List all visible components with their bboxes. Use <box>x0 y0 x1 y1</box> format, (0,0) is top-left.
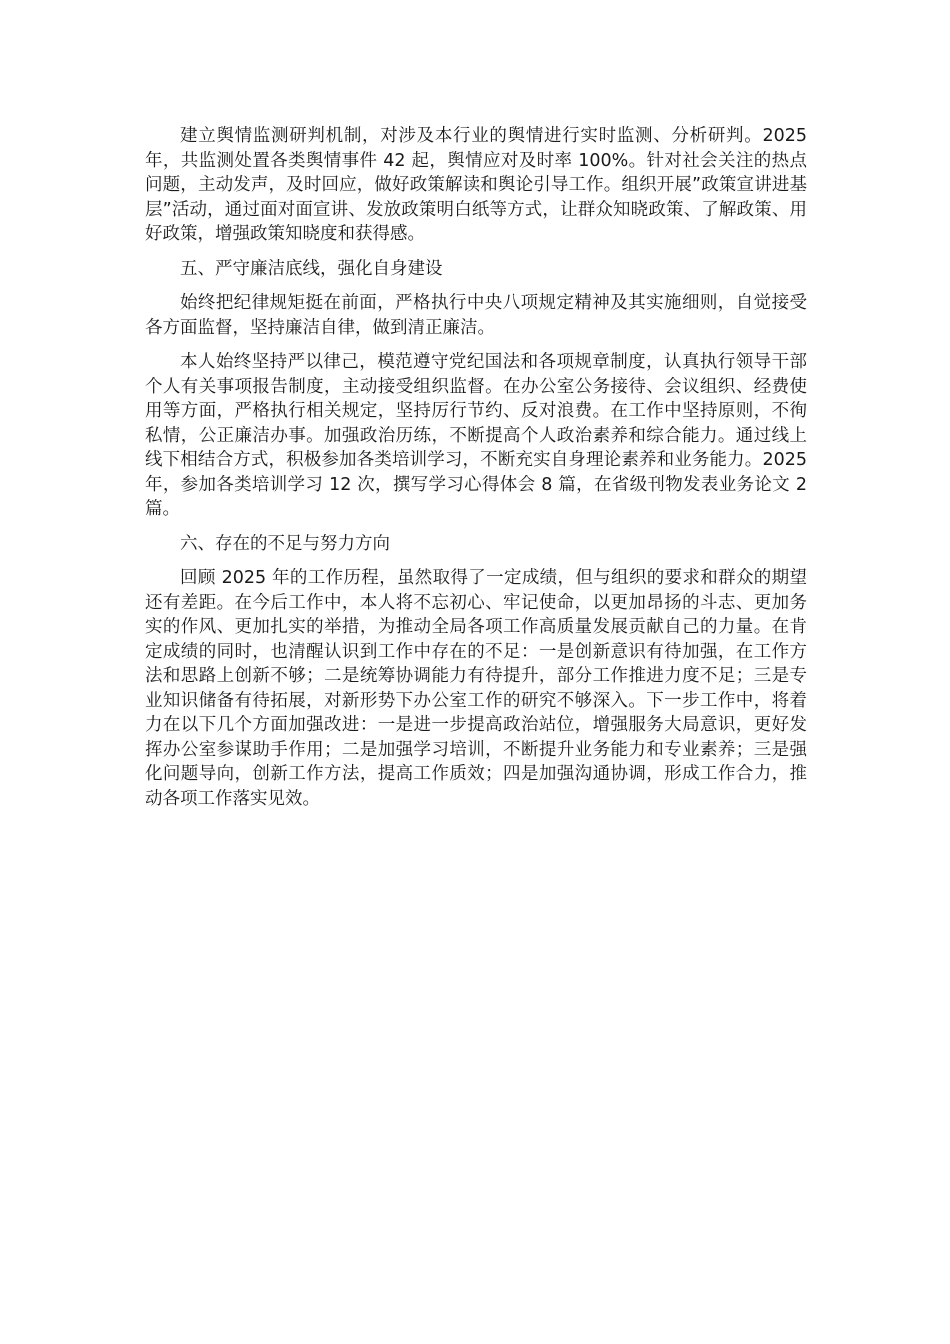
paragraph-discipline: 始终把纪律规矩挺在前面，严格执行中央八项规定精神及其实施细则，自觉接受各方面监督，坚持廉洁自律，做到清正廉洁。 <box>145 293 807 338</box>
paragraph-public-opinion: 建立舆情监测研判机制，对涉及本行业的舆情进行实时监测、分析研判。2025 年，共监测处置各类舆情事件 42 起，舆情应对及时率 100%。针对社会关注的热点问题，主动发声，及时回应，做好政策解读和舆论引导工作。组织开展”政策宣讲进基层”活动，通过面对面宣讲、发放政策明白纸等方式，让群众知晓政策、了解政策、用好政策，增强政策知晓度和获得感。 <box>145 126 807 244</box>
paragraph-self-discipline: 本人始终坚持严以律己，模范遵守党纪国法和各项规章制度，认真执行领导干部个人有关事项报告制度，主动接受组织监督。在办公室公务接待、会议组织、经费使用等方面，严格执行相关规定，坚持厉行节约、反对浪费。在工作中坚持原则，不徇私情，公正廉洁办事。加强政治历练，不断提高个人政治素养和综合能力。通过线上线下相结合方式，积极参加各类培训学习，不断充实自身理论素养和业务能力。2025 年，参加各类培训学习 12 次，撰写学习心得体会 8 篇，在省级刊物发表业务论文 2 篇。 <box>145 352 807 519</box>
paragraph-review-and-direction: 回顾 2025 年的工作历程，虽然取得了一定成绩，但与组织的要求和群众的期望还有差距。在今后工作中，本人将不忘初心、牢记使命，以更加昂扬的斗志、更加务实的作风、更加扎实的举措，为推动全局各项工作高质量发展贡献自己的力量。在肯定成绩的同时，也清醒认识到工作中存在的不足：一是创新意识有待加强，在工作方法和思路上创新不够；二是统筹协调能力有待提升，部分工作推进力度不足；三是专业知识储备有待拓展，对新形势下办公室工作的研究不够深入。下一步工作中，将着力在以下几个方面加强改进：一是进一步提高政治站位，增强服务大局意识，更好发挥办公室参谋助手作用；二是加强学习培训，不断提升业务能力和专业素养；三是强化问题导向，创新工作方法，提高工作质效；四是加强沟通协调，形成工作合力，推动各项工作落实见效。 <box>145 568 807 809</box>
section-heading-integrity: 五、严守廉洁底线，强化自身建设 <box>180 258 443 279</box>
document-page <box>145 124 807 821</box>
section-heading-shortcomings: 六、存在的不足与努力方向 <box>180 533 390 554</box>
